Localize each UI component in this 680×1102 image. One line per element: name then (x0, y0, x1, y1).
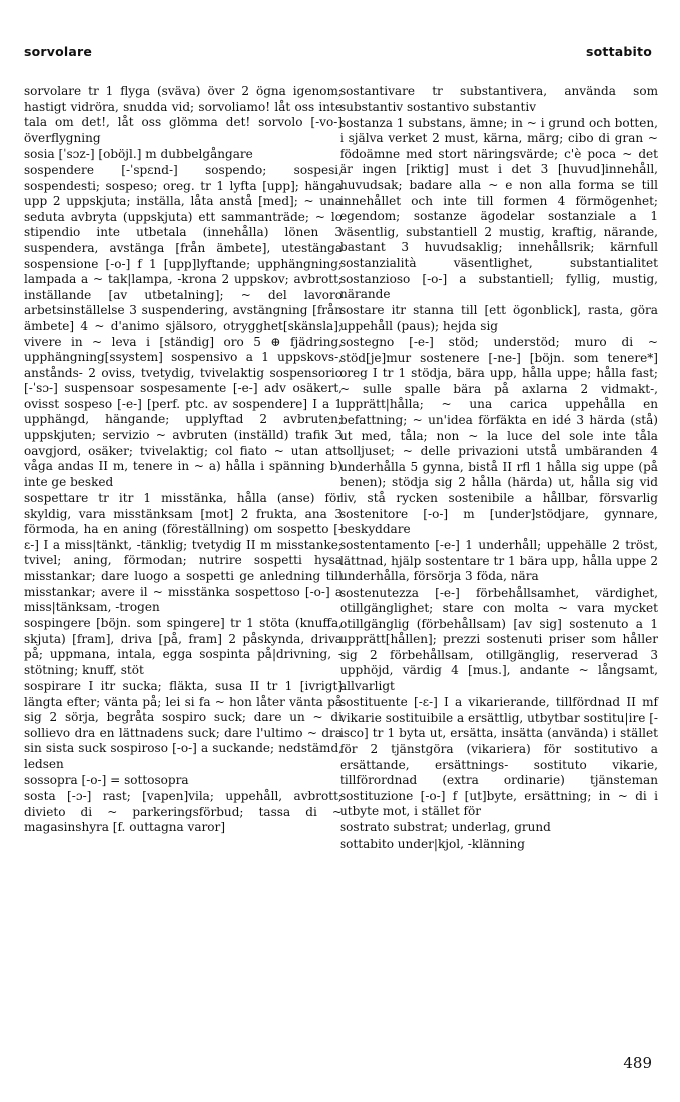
entry-sottabito: sottabito under|kjol, -klänning (340, 836, 526, 851)
left-column (24, 84, 342, 836)
entry-sospirare: sospirare I itr sucka; fläkta, susa II tr 1 [ivrigt] längta efter; vänta på; lei si fa ~ hon låter vänta på sig 2 sörja, begråta sospiro suck; dare un ~ di sollievo dra en lättnadens suck; dare l'ultimo ~ dra sin sista suck sospiroso [-o-] a suckande; nedstämd, ledsen (24, 679, 342, 772)
entry-sostantivare: sostantivare tr substantivera, använda som substantiv sostantivo substantiv (340, 84, 658, 114)
entry-sostanza: sostanza 1 substans, ämne; in ~ i grund och botten, i själva verket 2 must, kärna, märg; cibo di gran ~ födoämne med stort näringsvärde; c'è poca ~ det är ingen [riktig] must i det 3 [huvud]innehåll, huvudsak; badare alla ~ e non alla forma se till innehållet och inte till formen 4 förmögenhet; egendom; sostanze ägodelar sostanziale a 1 väsentlig, substantiell 2 mustig, kraftig, närande, bastant 3 huvudsaklig; innehållsrik; kärnfull sostanzialità väsentlighet, substantialitet sostanzioso [-o-] a substantiell; fyllig, mustig, närande (340, 115, 658, 302)
entry-sostegno: sostegno [-e-] stöd; understöd; muro di ~ stöd[je]mur sostenere [-ne-] [böjn. som tenere*] oreg I tr 1 stödja, bära upp, hålla uppe; hålla fast; ~ sulle spalle bära på axlarna 2 vidmakt-, upprätt|hålla; ~ una carica uppehålla en befattning; ~ un'idea förfäkta en idé 3 härda (stå) ut med, tåla; non ~ la luce del sole inte tåla solljuset; ~ delle privazioni utstå umbäranden 4 underhålla 5 gynna, bistå II rfl 1 hålla sig uppe (på benen); stödja sig 2 hålla (härda) ut, hålla sig vid liv, stå rycken sostenibile a hållbar, försvarlig sostenitore [-o-] m [under]stödjare, gynnare, beskyddare (340, 335, 658, 537)
entry-sosta: sosta [-ɔ-] rast; [vapen]vila; uppehåll, avbrott; divieto di ~ parkeringsförbud; tassa di ~ magasinshyra [f. outtagna varor] (24, 789, 342, 835)
entry-sostare: sostare itr stanna till [ett ögonblick], rasta, göra uppehåll (paus); hejda sig (340, 303, 658, 333)
entry-sorvolare: sorvolare tr 1 flyga (sväva) över 2 ögna igenom; hastigt vidröra, snudda vid; sorvoliamo! låt oss inte tala om det!, låt oss glömma det! sorvolo [-vo-] överflygning (24, 84, 342, 145)
entry-sossopra: sossopra [-o-] = sottosopra (24, 773, 189, 788)
right-column (340, 84, 658, 852)
entry-sospettare: sospettare tr itr 1 misstänka, hålla (anse) för skyldig, vara misstänksam [mot] 2 frukta, ana 3 förmoda, ha en aning (föreställning) om sospetto [-ɛ-] I a miss|tänkt, -tänklig; tvetydig II m misstanke; tvivel; aning, förmodan; nutrire sospetti hysa misstankar; dare luogo a sospetti ge anledning till misstankar; avere il ~ misstänka sospettoso [-o-] a miss|tänksam, -trogen (24, 490, 342, 615)
entry-sostrato: sostrato substrat; underlag, grund (340, 820, 551, 835)
entry-sosia: sosia [ˈsɔz-] [oböjl.] m dubbelgångare (24, 146, 253, 161)
entry-sostituente: sostituente [-ɛ-] I a vikarierande, tillfördnad II mf vikarie sostituibile a ersättlig, utbytbar sostitu|ire [-isco] tr 1 byta ut, ersätta, insätta (använda) i stället för 2 tjänstgöra (vikariera) för sostitutivo a ersättande, ersättnings- sostituto vikarie, tillförordnad (extra ordinarie) tjänsteman sostituzione [-o-] f [ut]byte, ersättning; in ~ di i utbyte mot, i stället för (340, 695, 658, 819)
entry-sostentamento: sostentamento [-e-] 1 underhåll; uppehälle 2 tröst, lättnad, hjälp sostentare tr 1 bära upp, hålla uppe 2 underhålla, försörja 3 föda, nära (340, 538, 658, 584)
page-number: 489 (623, 1054, 652, 1072)
entry-sospendere: sospendere [-ˈspɛnd-] sospendo; sospesi, sospendesti; sospeso; oreg. tr 1 lyfta [upp]; hänga upp 2 uppskjuta; inställa, låta anstå [med]; ~ una seduta avbryta (uppskjuta) ett sammanträde; ~ lo stipendio inte utbetala (innehålla) lönen 3 suspendera, avstänga [från ämbete], utestänga sospensione [-o-] f 1 [upp]lyftande; upphängning; lampada a ~ tak|lampa, -krona 2 uppskov; avbrott; inställande [av utbetalning]; ~ del lavoro arbetsinställelse 3 suspendering, avstängning [från ämbete] 4 ~ d'animo själsoro, otrygghet[skänsla]; vivere in ~ leva i [ständig] oro 5 ⊕ fjädring, upphängning[ssystem] sospensivo a 1 uppskovs-, anstånds- 2 oviss, tvetydig, tvivelaktig sospensorio [-ˈsɔ-] suspensoar sospesamente [-e-] adv osäkert, ovisst sospeso [-e-] [perf. ptc. av sospendere] I a 1 upphängd, hängande; upplyftad 2 avbruten; uppskjuten; servizio ~ avbruten (inställd) trafik 3 oavgjord, osäker; tvivelaktig; col fiato ~ utan att våga andas II m, tenere in ~ a) hålla i spänning b) inte ge besked (24, 162, 342, 489)
entry-sostenutezza: sostenutezza [-e-] förbehållsamhet, värdighet, otillgänglighet; stare con molta ~ vara mycket otillgänglig (förbehållsam) [av sig] sostenuto a 1 upprätt[hållen]; prezzi sostenuti priser som håller sig 2 förbehållsam, otillgänglig, reserverad 3 upphöjd, värdig 4 [mus.], andante ~ långsamt, allvarligt (340, 585, 658, 694)
left-guide-word: sorvolare (24, 44, 93, 59)
entry-sospingere: sospingere [böjn. som spingere] tr 1 stöta (knuffa, skjuta) [fram], driva [på, fram] 2 påskynda, driva på; uppmana, intala, egga sospinta på|drivning, -stötning; knuff, stöt (24, 616, 342, 677)
right-guide-word: sottabito (585, 44, 652, 59)
